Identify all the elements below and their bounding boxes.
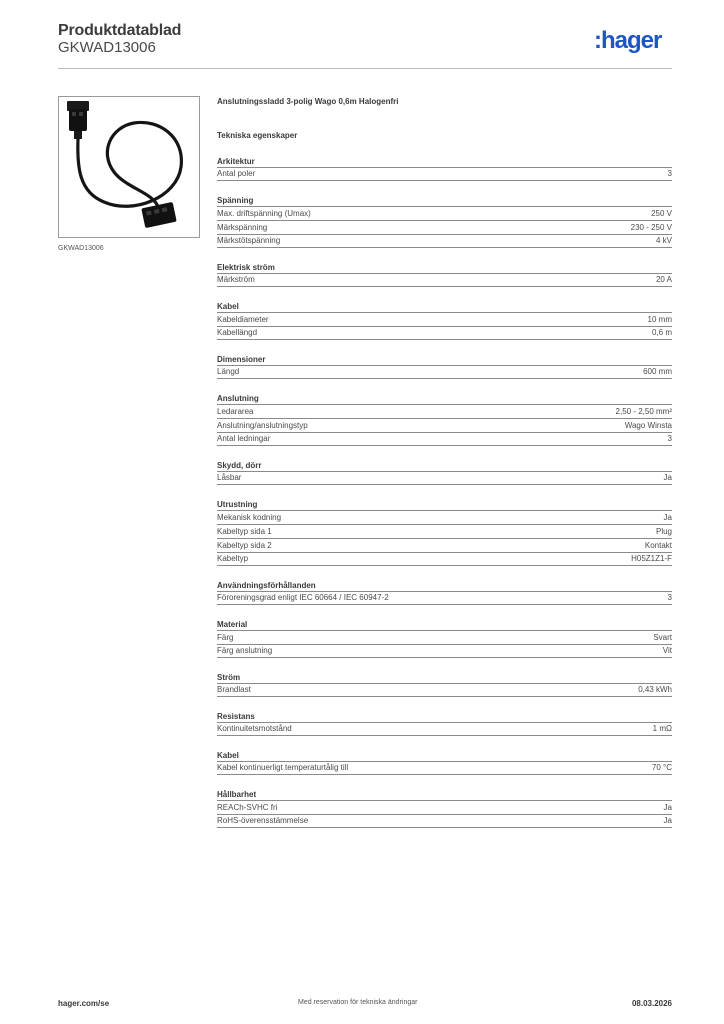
footer-website: hager.com/se	[58, 999, 110, 1008]
spec-value: 4 kV	[655, 236, 672, 245]
spec-value: Ja	[663, 803, 672, 812]
spec-heading: Tekniska egenskaper	[217, 131, 298, 140]
spec-value: 20 A	[655, 275, 672, 284]
spec-row	[217, 326, 672, 340]
spec-row	[217, 683, 672, 697]
spec-value: 600 mm	[643, 367, 672, 376]
spec-value: 0,43 kWh	[638, 685, 672, 694]
spec-rows	[217, 167, 672, 181]
section-title: Skydd, dörr	[217, 461, 262, 470]
spec-row	[217, 722, 672, 736]
cable-path	[78, 122, 182, 209]
spec-section	[217, 580, 672, 605]
spec-label: Föroreningsgrad enligt IEC 60664 / IEC 60947-2	[217, 593, 389, 602]
spec-value: Ja	[663, 513, 672, 522]
spec-section	[217, 789, 672, 828]
footer-date: 08.03.2026	[631, 999, 672, 1008]
spec-label: Kabeltyp sida 1	[217, 527, 272, 536]
spec-rows	[217, 761, 672, 775]
socket-connector-icon	[141, 202, 176, 228]
spec-label: Antal ledningar	[217, 434, 271, 443]
spec-label: Kabeldiameter	[217, 315, 269, 324]
spec-rows	[217, 591, 672, 605]
spec-row	[217, 591, 672, 605]
spec-row	[217, 273, 672, 287]
spec-section	[217, 672, 672, 697]
spec-label: Brandlast	[217, 685, 251, 694]
spec-label: Färg	[217, 633, 234, 642]
spec-value: Plug	[655, 527, 672, 536]
spec-row	[217, 404, 672, 418]
spec-section	[217, 711, 672, 736]
spec-row	[217, 418, 672, 432]
hager-logo	[594, 26, 676, 56]
spec-value: 250 V	[651, 209, 672, 218]
section-title: Material	[217, 620, 248, 629]
spec-rows	[217, 800, 672, 828]
spec-label: Längd	[217, 367, 240, 376]
spec-section	[217, 354, 672, 379]
spec-section	[217, 301, 672, 340]
spec-row	[217, 800, 672, 814]
section-title: Spänning	[217, 196, 254, 205]
spec-value: Ja	[663, 473, 672, 482]
spec-label: Färg anslutning	[217, 646, 273, 655]
spec-row	[217, 552, 672, 566]
section-title: Ström	[217, 673, 241, 682]
spec-section	[217, 156, 672, 181]
spec-label: Antal poler	[217, 169, 256, 178]
spec-row	[217, 471, 672, 485]
spec-label: Kontinuitetsmotstånd	[217, 724, 292, 733]
spec-value: 70 °C	[651, 763, 672, 772]
spec-value: 1 mΩ	[652, 724, 672, 733]
spec-row	[217, 538, 672, 552]
product-image	[58, 96, 200, 238]
spec-value: Kontakt	[644, 541, 672, 550]
section-title: Användningsförhållanden	[217, 581, 316, 590]
spec-value: H05Z1Z1-F	[631, 554, 672, 563]
section-title: Dimensioner	[217, 355, 266, 364]
spec-sections	[217, 156, 672, 828]
spec-label: Kabeltyp	[217, 554, 249, 563]
spec-row	[217, 234, 672, 248]
spec-value: Wago Winsta	[624, 421, 672, 430]
spec-row	[217, 814, 672, 828]
spec-section	[217, 195, 672, 248]
spec-label: Märkström	[217, 275, 255, 284]
spec-label: Kabeltyp sida 2	[217, 541, 272, 550]
spec-label: Ledararea	[217, 407, 254, 416]
spec-row	[217, 510, 672, 524]
spec-label: Max. driftspänning (Umax)	[217, 209, 311, 218]
spec-value: Vit	[662, 646, 672, 655]
spec-rows	[217, 471, 672, 485]
spec-section	[217, 750, 672, 775]
spec-value: Ja	[663, 816, 672, 825]
spec-value: 230 - 250 V	[630, 223, 672, 232]
spec-value: 10 mm	[647, 315, 672, 324]
spec-column	[217, 96, 672, 828]
spec-row	[217, 630, 672, 644]
spec-rows	[217, 273, 672, 287]
spec-rows	[217, 630, 672, 658]
spec-value: 3	[667, 434, 672, 443]
spec-rows	[217, 510, 672, 566]
section-title: Kabel	[217, 751, 239, 760]
product-code: GKWAD13006	[58, 39, 156, 56]
spec-rows	[217, 206, 672, 248]
plug-connector-icon	[67, 101, 89, 139]
section-title: Utrustning	[217, 500, 258, 509]
page-title: Produktdatablad	[58, 22, 182, 39]
section-title: Kabel	[217, 302, 239, 311]
spec-section	[217, 393, 672, 446]
spec-row	[217, 167, 672, 181]
spec-row	[217, 644, 672, 658]
spec-rows	[217, 404, 672, 446]
section-title: Anslutning	[217, 394, 259, 403]
spec-value: 3	[667, 169, 672, 178]
spec-value: Svart	[653, 633, 672, 642]
spec-section	[217, 460, 672, 485]
spec-value: 0,6 m	[651, 328, 672, 337]
spec-row	[217, 432, 672, 446]
spec-label: Mekanisk kodning	[217, 513, 282, 522]
spec-section	[217, 619, 672, 658]
hager-logo-text: :hager	[594, 27, 662, 54]
spec-label: Märkstötspänning	[217, 236, 281, 245]
product-description: Anslutningssladd 3-polig Wago 0,6m Halogenfri	[217, 97, 399, 106]
spec-row	[217, 206, 672, 220]
image-caption: GKWAD13006	[58, 245, 104, 252]
spec-label: Märkspänning	[217, 223, 268, 232]
cable-illustration	[59, 97, 199, 237]
spec-row	[217, 312, 672, 326]
spec-label: Låsbar	[217, 473, 242, 482]
section-title: Elektrisk ström	[217, 263, 275, 272]
spec-label: Kabel kontinuerligt temperaturtålig till	[217, 763, 349, 772]
spec-label: Kabellängd	[217, 328, 258, 337]
section-title: Hållbarhet	[217, 790, 257, 799]
spec-label: RoHS-överensstämmelse	[217, 816, 309, 825]
spec-row	[217, 365, 672, 379]
spec-section	[217, 262, 672, 287]
spec-value: 2,50 - 2,50 mm²	[615, 407, 672, 416]
spec-row	[217, 524, 672, 538]
section-title: Arkitektur	[217, 157, 255, 166]
spec-rows	[217, 365, 672, 379]
section-title: Resistans	[217, 712, 255, 721]
spec-section	[217, 499, 672, 566]
spec-row	[217, 220, 672, 234]
spec-rows	[217, 722, 672, 736]
spec-rows	[217, 312, 672, 340]
footer-disclaimer: Med reservation för tekniska ändringar	[298, 999, 418, 1006]
spec-label: REACh-SVHC fri	[217, 803, 278, 812]
spec-rows	[217, 683, 672, 697]
header-divider	[58, 68, 672, 69]
spec-value: 3	[667, 593, 672, 602]
spec-row	[217, 761, 672, 775]
spec-label: Anslutning/anslutningstyp	[217, 421, 308, 430]
